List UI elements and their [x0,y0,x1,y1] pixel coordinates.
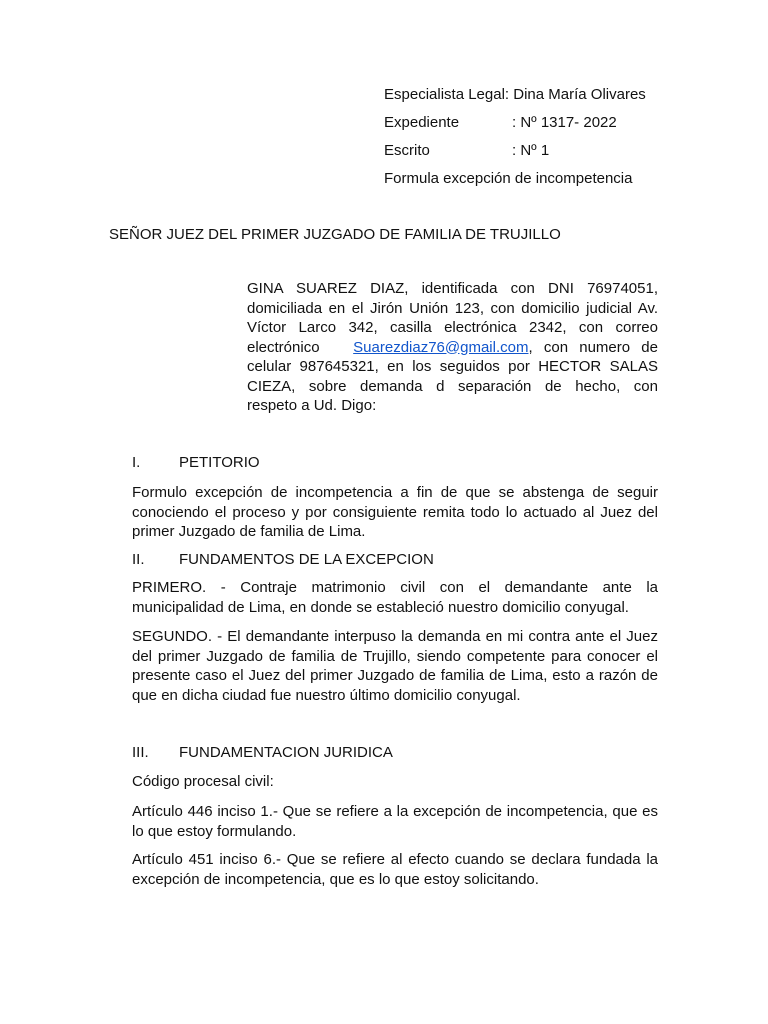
section-number: III. [132,744,149,761]
intro-line-text: , con numero de [528,338,658,356]
intro-line: CIEZA, sobre demanda d separación de hecho, con [247,377,658,395]
escrito-value: : Nº 1 [512,142,550,159]
expediente-value: : Nº 1317- 2022 [512,114,617,131]
intro-line: celular 987645321, en los seguidos por HECTOR SALAS [247,358,658,375]
primero-paragraph: PRIMERO. - Contraje matrimonio civil con el demandante ante la municipalidad de Lima, en donde se estableció nuestro domicilio conyugal. [132,579,658,616]
codigo-procesal-label: Código procesal civil: [132,773,274,790]
escrito-line [384,141,549,161]
intro-line: GINA SUAREZ DIAZ, identificada con DNI 76974051, [247,280,658,297]
intro-line: respeto a Ud. Digo: [247,397,377,414]
articulo-446-paragraph: Artículo 446 inciso 1.- Que se refiere a la excepción de incompetencia, que es lo que estoy formulando. [132,803,658,840]
addressee: SEÑOR JUEZ DEL PRIMER JUZGADO DE FAMILIA DE TRUJILLO [109,226,561,243]
section-title: FUNDAMENTACION JURIDICA [179,744,393,761]
expediente-line [384,113,617,133]
section-number: II. [132,551,145,568]
petitorio-paragraph: Formulo excepción de incompetencia a fin de que se abstenga de seguir conociendo el proceso y por consiguiente remita todo lo actuado al Juez del primer Juzgado de familia de Lima. [132,484,658,540]
intro-line: domiciliada en el Jirón Unión 123, con domicilio judicial Av. [247,299,658,317]
email-link[interactable]: Suarezdiaz76@gmail.com [353,338,529,356]
section-title: PETITORIO [179,454,260,471]
section-title: FUNDAMENTOS DE LA EXCEPCION [179,551,434,568]
section-heading-fundamentos [132,550,434,570]
subject-line: Formula excepción de incompetencia [384,170,633,187]
intro-line: Víctor Larco 342, casilla electrónica 2342, con correo [247,319,658,336]
specialist-line: Especialista Legal: Dina María Olivares [384,86,646,103]
segundo-paragraph: SEGUNDO. - El demandante interpuso la demanda en mi contra ante el Juez del primer Juzgado de familia de Trujillo, siendo competente para conocer el presente caso el Juez del primer Juzgado de familia de Lima, esto a razón de que en dicha ciudad fue nuestro último domicilio conyugal. [132,628,658,704]
section-number: I. [132,454,141,471]
section-heading-petitorio [132,453,260,473]
escrito-label: Escrito [384,142,430,159]
intro-line-email [247,338,658,358]
section-heading-fundamentacion [132,743,393,763]
intro-paragraph [247,279,658,416]
expediente-label: Expediente [384,114,460,131]
intro-line-text: electrónico [247,338,320,356]
articulo-451-paragraph: Artículo 451 inciso 6.- Que se refiere al efecto cuando se declara fundada la excepción de incompetencia, que es lo que estoy solicitando. [132,851,658,888]
